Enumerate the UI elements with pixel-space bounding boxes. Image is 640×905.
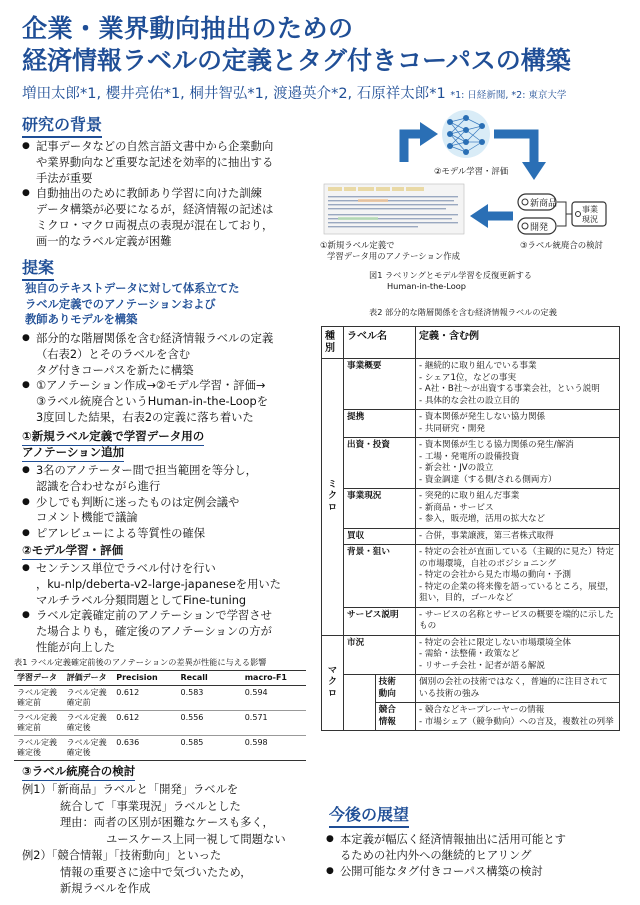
background-item (22, 186, 312, 249)
reason-line1: 理由：両者の区別が困難なケースも多く， (60, 816, 274, 829)
table1-cell: 0.571 (242, 711, 306, 736)
table2-definition-cell: - 資本関係が生じる協力関係の発生/解消 - 工場・発電所の設備投資 - 新会社・JVの設立 - 資金調達（する側/される側両方） (416, 438, 620, 489)
proposal-subtitle-line: 教師ありモデルを構築 (25, 313, 138, 326)
example2-line3: 新規ラベルを作成 (60, 882, 151, 895)
background-line: 手法が重要 (36, 171, 93, 185)
step2-line: センテンス単位でラベル付けを行い (36, 562, 216, 575)
table1-caption: 表1 ラベル定義確定前後のアノテーションの差異が性能に与える影響 (14, 657, 267, 667)
reason-line2: ユースケース上同一視して問題ない (106, 832, 286, 846)
table2-label-cell: 事業概要 (344, 359, 416, 410)
tag-business-text-1: 事業 (582, 205, 598, 214)
table1-cell: ラベル定義 確定後 (64, 736, 114, 761)
arrow-up-icon (404, 134, 422, 162)
step2-line: ラベル定義確定前のアノテーションで学習させ (36, 609, 272, 623)
step1-line: 認識を合わせながら進行 (36, 479, 161, 493)
step1-line: 少しでも判断に迷ったものは定例会議や (36, 495, 240, 509)
table1-cell: 0.585 (177, 736, 241, 761)
figure1-diagram (318, 104, 622, 254)
step2-line: 性能が向上した (36, 640, 116, 654)
neural-network-icon (442, 110, 490, 158)
table2-definition-cell: - 特定の会社に限定しない市場環境全体 - 需給・法整備・政策など - リサーチ会社・記者が語る解説 (416, 635, 620, 675)
table2-row-macro (322, 635, 620, 675)
background-list (22, 139, 312, 250)
proposal-heading: 提案 (22, 258, 54, 281)
author-names: 増田太郎*1, 櫻井亮佑*1, 桐井智弘*1, 渡邉英介*2, 石原祥太郎*1 (22, 86, 446, 102)
table2-row-micro (322, 410, 620, 438)
arrow-down-icon (494, 134, 534, 164)
table2-row-micro (322, 438, 620, 489)
figure1-caption-2: Human-in-the-Loop (387, 281, 466, 291)
table2-label-cell: 買収 (344, 528, 416, 545)
background-line: 記事データなどの自然言語文書中から企業動向 (36, 140, 274, 153)
bullet-icon: ● (326, 865, 334, 876)
proposal-line: 部分的な階層関係を含む経済情報ラベルの定義 (36, 332, 274, 345)
example2-line2: 情報の重要さに途中で気づいたため， (60, 865, 252, 879)
fig-step1-label-1: ①新規ラベル定義で (320, 240, 395, 250)
future-list (326, 832, 622, 879)
table2-row-micro (322, 545, 620, 608)
table2-row-macro (322, 675, 620, 703)
bullet-icon: ● (326, 834, 334, 844)
table2-header-label: ラベル名 (344, 327, 416, 359)
tag-new-product-text: 新商品 (530, 199, 558, 209)
table1-cell: 0.583 (177, 686, 241, 711)
table1-header-cell: 評価データ (64, 671, 114, 686)
table2-row-micro (322, 359, 620, 410)
bullet-icon: ● (22, 496, 30, 507)
proposal-item (22, 331, 312, 378)
fig-step3-label: ③ラベル統廃合の検討 (520, 240, 603, 250)
example1-line2: 統合して「事業現況」ラベルとした (60, 799, 241, 813)
table1-cell: 0.612 (113, 711, 177, 736)
step2-list (22, 561, 312, 656)
table1-row (14, 686, 306, 711)
arrow-head-icon (522, 162, 546, 180)
table1-header-cell: Recall (177, 671, 241, 686)
table2-header-row (322, 327, 620, 359)
proposal-line: ①アノテーション作成→②モデル学習・評価→ (36, 379, 266, 393)
proposal-subtitle (25, 281, 239, 328)
proposal-line: （右表2）とそのラベルを含む (36, 347, 191, 361)
table1-cell: ラベル定義 確定前 (14, 711, 64, 736)
tag-development (518, 218, 556, 234)
table2-header-definition: 定義・含む例 (416, 327, 620, 359)
table2-definition-cell: - 資本関係が発生しない協力関係 - 共同研究・開発 (416, 410, 620, 438)
table1-cell: 0.598 (242, 736, 306, 761)
arrow-head-icon (420, 122, 438, 146)
table1-header-cell: 学習データ (14, 671, 64, 686)
background-line: 画一的なラベル定義が困難 (36, 234, 172, 248)
step1-line: コメント機能で議論 (36, 511, 138, 525)
background-heading: 研究の背景 (22, 115, 102, 138)
proposal-line: 3度回した結果，右表2の定義に落ち着いた (36, 410, 254, 424)
future-item (326, 864, 622, 880)
table1-cell: 0.556 (177, 711, 241, 736)
table2-definition-cell: - 突発的に取り組んだ事業 - 新商品・サービス - 参入，販売増，活用の拡大など (416, 489, 620, 529)
table2-sublabel-cell: 技術 動向 (375, 675, 415, 703)
table2 (321, 326, 620, 731)
table1-cell: ラベル定義 確定前 (14, 686, 64, 711)
step2-item (22, 608, 312, 655)
step1-item (22, 463, 312, 495)
table1-header-cell: macro-F1 (242, 671, 306, 686)
annotation-screenshot-thumbnail (324, 184, 464, 234)
step2-line: マルチラベル分類問題としてFine-tuning (36, 593, 247, 607)
table2-definition-cell: 個別の会社の技術ではなく，普遍的に注目されている技術の強み (416, 675, 620, 703)
table2-label-cell: 提携 (344, 410, 416, 438)
table2-label-cell: 市況 (344, 635, 416, 675)
proposal-item (22, 378, 312, 425)
bullet-icon: ● (22, 188, 30, 199)
bullet-icon: ● (22, 380, 30, 391)
table2-row-micro (322, 489, 620, 529)
step1-line: 3名のアノテーター間で担当範囲を等分し， (36, 464, 257, 477)
tag-business (572, 202, 606, 226)
proposal-subtitle-line: 独自のテキストデータに対して体系立てた (25, 282, 240, 295)
bullet-icon: ● (22, 610, 30, 621)
future-line: 公開可能なタグ付きコーパス構築の検討 (340, 864, 543, 878)
table2-row-micro (322, 607, 620, 635)
table2-row-micro (322, 528, 620, 545)
step2-item (22, 561, 312, 608)
table1 (14, 670, 306, 761)
fig-step2-label: ②モデル学習・評価 (434, 166, 509, 176)
table2-definition-cell: - 継続的に取り組んでいる事業 - シェア1位，などの事実 - A社・B社〜が出資する事業会社，という説明 - 具体的な会社の設立目的 (416, 359, 620, 410)
table2-category-micro: ミ ク ロ (322, 359, 344, 636)
step1-heading-line2: アノテーション追加 (22, 445, 124, 462)
table2-definition-cell: - 合併，事業譲渡，第三者株式取得 (416, 528, 620, 545)
table1-cell: ラベル定義 確定後 (14, 736, 64, 761)
background-line: データ構築が必要になるが，経済情報の記述は (36, 203, 274, 217)
step3-heading: ③ラベル統廃合の検討 (22, 764, 135, 781)
future-line: 本定義が幅広く経済情報抽出に活用可能とす (340, 833, 566, 846)
bullet-icon: ● (22, 141, 30, 151)
tag-development-text: 開発 (530, 223, 549, 233)
table2-label-cell: 背景・狙い (344, 545, 416, 608)
table1-row (14, 711, 306, 736)
table2-label-cell: サービス説明 (344, 607, 416, 635)
figure1-caption-1: 図1 ラベリングとモデル学習を反復更新する (369, 270, 532, 280)
future-item (326, 832, 622, 864)
table1-cell: 0.612 (113, 686, 177, 711)
future-line: るための社内外への継続的ヒアリング (340, 848, 532, 862)
merge-bracket-icon (557, 202, 572, 226)
table2-definition-cell: - サービスの名称とサービスの概要を端的に示したもの (416, 607, 620, 635)
future-heading: 今後の展望 (329, 805, 409, 828)
tag-business-text-2: 現況 (582, 215, 598, 224)
step1-item (22, 526, 312, 542)
fig-step1-label-2: 学習データ用のアノテーション作成 (327, 251, 460, 261)
bullet-icon: ● (22, 465, 30, 475)
step2-line: た場合よりも，確定後のアノテーションの方が (36, 625, 272, 639)
step1-heading-line1: ①新規ラベル定義で学習データ用の (22, 429, 204, 446)
background-line: や業界動向など重要な記述を効率的に抽出する (36, 155, 274, 169)
bullet-icon: ● (22, 333, 30, 343)
arrow-head-icon (470, 204, 488, 228)
table2-label-cell: 出資・投資 (344, 438, 416, 489)
step1-item (22, 495, 312, 527)
step1-line: ピアレビューによる等質性の確保 (36, 527, 206, 541)
proposal-line: タグ付きコーパスを新たに構築 (36, 363, 194, 377)
tag-new-product (518, 194, 557, 210)
step2-line: ，ku-nlp/deberta-v2-large-japaneseを用いた (36, 577, 281, 591)
table2-sublabel-cell: 競合 情報 (375, 703, 415, 731)
background-line: ミクロ・マクロ両視点の表現が混在しており， (36, 218, 274, 232)
title-line-1: 企業・業界動向抽出のための (22, 14, 354, 43)
table2-category-macro: マ ク ロ (322, 635, 344, 731)
table1-cell: ラベル定義 確定後 (64, 711, 114, 736)
bullet-icon: ● (22, 563, 30, 573)
background-line: 自動抽出のために教師あり学習に向けた訓練 (36, 187, 262, 201)
table1-row (14, 736, 306, 761)
table2-indent-cell (344, 675, 376, 731)
bullet-icon: ● (22, 528, 30, 539)
table2-definition-cell: - 競合などキープレーヤーの情報 - 市場シェア（競争動向）への言及，複数社の列挙 (416, 703, 620, 731)
proposal-line: ③ラベル統廃合というHuman-in-the-Loopを (36, 395, 268, 409)
step1-list (22, 463, 312, 542)
table1-header-cell: Precision (113, 671, 177, 686)
affiliations: *1: 日経新聞, *2: 東京大学 (450, 90, 567, 101)
proposal-subtitle-line: ラベル定義でのアノテーションおよび (25, 297, 216, 311)
table2-header-type: 種 別 (322, 327, 344, 359)
proposal-list (22, 331, 312, 426)
step3-examples (22, 782, 286, 898)
background-item (22, 139, 312, 186)
table1-cell: 0.636 (113, 736, 177, 761)
step2-heading: ②モデル学習・評価 (22, 543, 123, 560)
table2-caption: 表2 部分的な階層関係を含む経済情報ラベルの定義 (369, 307, 557, 317)
example2-line1: 例2）「競合情報」「技術動向」といった (22, 849, 222, 862)
example1-line1: 例1）「新商品」ラベルと「開発」ラベルを (22, 783, 239, 796)
table2-definition-cell: - 特定の会社が直面している（主観的に見た）特定の市場環境，自社のポジショニング - 特定の会社から見た市場の動向・予測 - 特定の企業の将来像を語っているところ，展望，狙い，目的，ゴールなど (416, 545, 620, 608)
table1-cell: 0.594 (242, 686, 306, 711)
authors (22, 82, 566, 103)
title-line-2: 経済情報ラベルの定義とタグ付きコーパスの構築 (22, 46, 571, 75)
table1-cell: ラベル定義 確定前 (64, 686, 114, 711)
table2-label-cell: 事業現況 (344, 489, 416, 529)
